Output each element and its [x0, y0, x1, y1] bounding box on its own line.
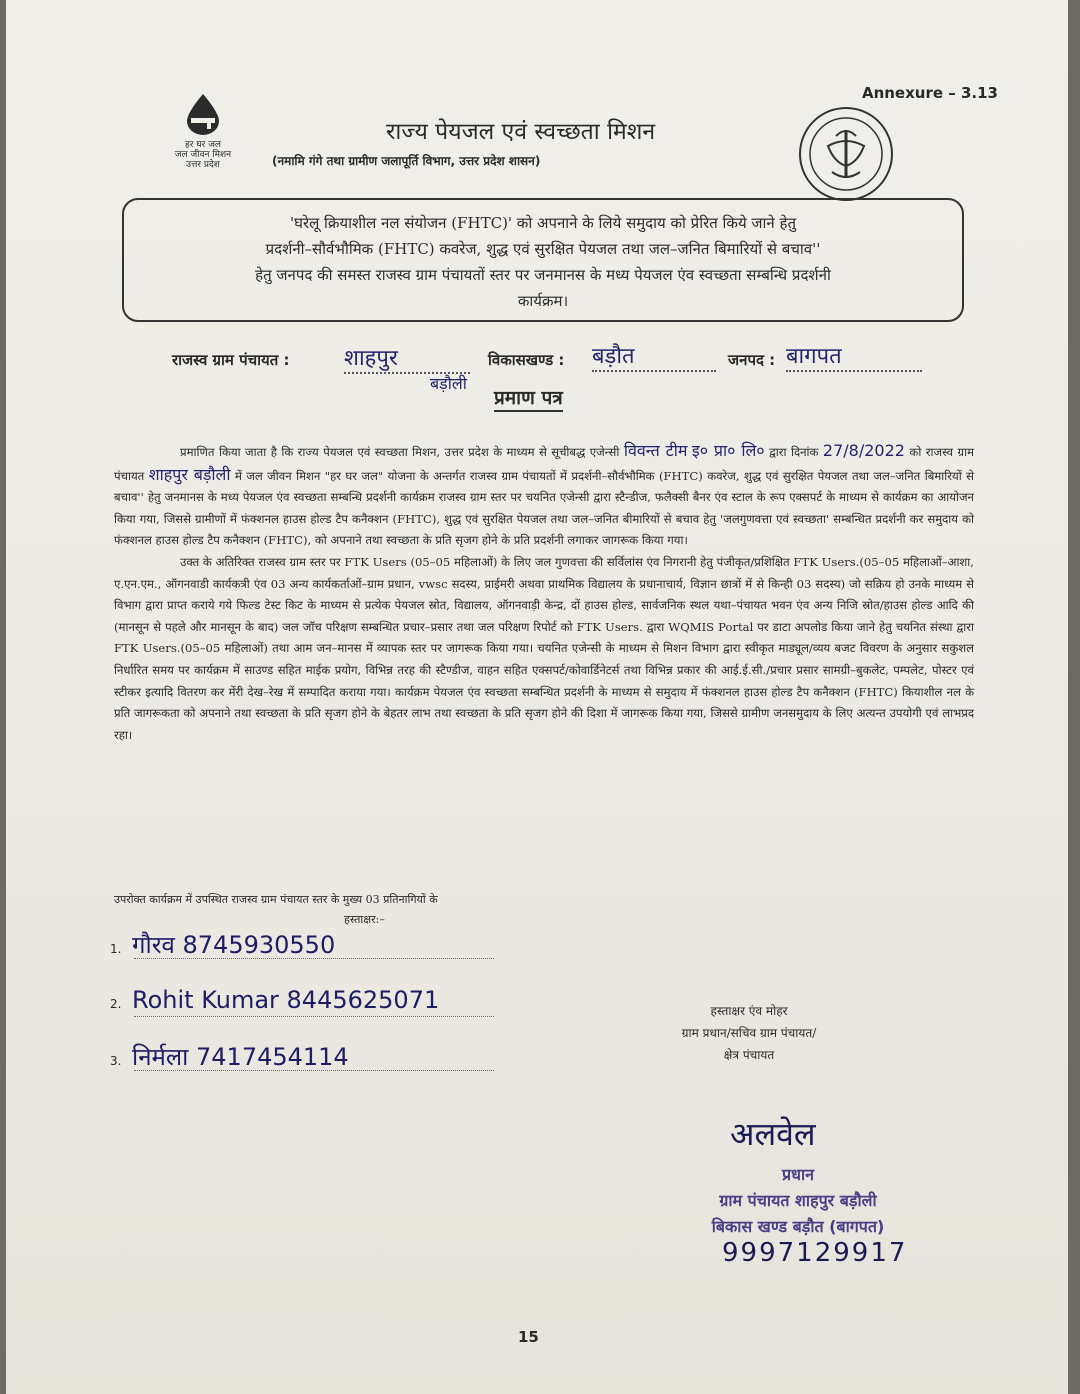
pradhan-line-3: बिकास खण्ड बड़ौत (बागपत) [711, 1217, 885, 1236]
page-number: 15 [518, 1328, 539, 1346]
body-paragraph-2: उक्त के अतिरिक्त राजस्व ग्राम स्तर पर FTK Users (05–05 महिलाओं) के लिए जल गुणवत्ता की सर्विलांस एंव निगरानी हेतु पंजीकृत/प्रशिक्षित FTK Users.(05–05 महिलाओं–आशा, ए.एन.एम., ऑगनवाडी कार्यकत्री एंव 03 अन्य कार्यकर्ताओं–ग्राम प्रधान, vwsc सदस्य, प्राईमरी अथवा प्राथमिक विद्यालय के प्रधानाचार्य, विज्ञान छात्रों में से किन्ही 03 सदस्य) जो सक्रिय हो उनके माध्यम से विभाग द्वारा प्राप्त कराये गये फिल्ड टेस्ट किट के माध्यम से प्रत्येक पेयजल स्रोत, विद्यालय, ऑगनवाड़ी केन्द्र, दों हाउस होल्ड, सार्वजनिक स्थल यथा–पंचायत भवन एंव अन्य निजि स्रोत/हाउस होल्ड आदि की (मानसून से पहले और मानसून के बाद) जल जॉच परिक्षण सम्बन्धित प्रचार–प्रसार तथा जल परिक्षण रिपोर्ट को FTK Users. द्वारा WQMIS Portal पर डाटा अपलोड किया जाने हेतु चयनित संस्था द्वारा FTK Users.(05–05 महिलाओं) तथा आम जन–मानस में व्यापक स्तर पर जागरूक किया गया। चयनित एजेन्सी के माध्यम से मिशन विभाग द्वारा स्वीकृत माड्यूल/व्यय बजट विवरण के अनुसार सकुशल निर्धारित समय पर कार्यक्रम में साउण्ड सहित माईक प्रयोग, विभिन्न तरह की स्टैण्डीज, वाहन सहित एक्सपर्ट/कोवार्डिनेटर्स तथा विभिन्न प्रकार की आई.ई.सी./प्रचार प्रसार सामग्री–बुकलेट, पम्पलेट, पोस्टर एवं स्टीकर इत्यादि वितरण कर मेंरी देख–रेख में सम्पादित कराया गया। कार्यक्रम पेयजल एंव स्वच्छता सम्बन्धित प्रदर्शनी के माध्यम से समुदाय में फंक्शनल हाउस होल्ड टैप कनैक्शन (FHTC) कियाशील नल के प्रति जागरूकता को अपनाने तथा स्वच्छता के प्रति सृजग होने के बेहतर लाभ तथा स्वच्छता के प्रति सृजग होने की दिशा में जागरूक किया गया, जिससे ग्रामीण जनसमुदाय के लिए अत्यन्त उपयोगी एवं लाभप्रद रहा। [114, 554, 974, 742]
mission-subtitle: (नमामि गंगे तथा ग्रामीण जलापूर्ति विभाग, उत्तर प्रदेश शासन) [272, 154, 541, 168]
rep-dotted-line [134, 1070, 494, 1071]
box-line-1: 'घरेलू क्रियाशील नल संयोजन (FHTC)' को अपनाने के लिये समुदाय को प्रेरित किये जाने हेतु [289, 214, 797, 232]
stamp-line-2: ग्राम प्रधान/सचिव ग्राम पंचायत/ [681, 1026, 817, 1040]
representatives-signature-label: हस्ताक्षर:– [344, 913, 385, 926]
representative-3 [110, 1040, 349, 1073]
representative-1 [110, 928, 335, 961]
representatives-note: उपरोक्त कार्यक्रम में उपस्थित राजस्व ग्राम पंचायत स्तर के मुख्य 03 प्रतिनागियों के [114, 893, 438, 906]
annexure-label: Annexure – 3.13 [861, 84, 998, 102]
pradhan-line-1: प्रधान [782, 1165, 814, 1184]
body-p1-c: को राजस्व ग्राम पंचायत [114, 445, 975, 483]
rep-number: 3. [110, 1054, 122, 1068]
body-p1-b: द्वारा दिनांक [769, 445, 819, 459]
district-value: बागपत [786, 340, 922, 372]
district-label: जनपद : [728, 351, 776, 369]
panchayat-label: राजस्व ग्राम पंचायत : [172, 351, 290, 369]
rep-value: निर्मला 7417454114 [132, 1043, 349, 1071]
panchayat-value-2: बड़ौली [430, 374, 467, 393]
water-drop-icon [181, 92, 225, 136]
panchayat-value: शाहपुर [344, 342, 470, 374]
stamp-line-1: हस्ताक्षर एंव मोहर [710, 1004, 788, 1018]
box-line-2: प्रदर्शनी–सौर्वभौमिक (FHTC) कवरेज, शुद्ध एवं सुरक्षित पेयजल तथा जल–जनित बिमारियों से बचाव'' [265, 240, 821, 258]
body-p1-a: प्रमाणित किया जाता है कि राज्य पेयजल एवं स्वच्छता मिशन, उत्तर प्रदेश के माध्यम से सूचीबद्ध एजेन्सी [180, 445, 620, 459]
representative-2 [110, 986, 439, 1014]
agency-handwritten: विवन्त टीम [623, 441, 688, 460]
block-label: विकासखण्ड : [488, 351, 565, 369]
rep-value: गौरव 8745930550 [132, 931, 336, 959]
pradhan-phone: 9997129917 [722, 1238, 908, 1268]
rep-number: 2. [110, 997, 122, 1011]
har-ghar-jal-logo [158, 92, 248, 170]
up-government-seal [798, 106, 894, 206]
box-line-3: हेतु जनपद की समस्त राजस्व ग्राम पंचायतों स्तर पर जनमानस के मध्य पेयजल एंव स्वच्छता सम्बन्धि प्रदर्शनी [255, 266, 831, 284]
pradhan-signature: अलवेल [730, 1115, 816, 1153]
rep-dotted-line [134, 1016, 494, 1017]
document-page [6, 0, 1068, 1394]
logo-text-1: हर घर जल [185, 140, 221, 150]
date-handwritten: 27/8/2022 [822, 441, 905, 460]
logo-text-2: जल जीवन मिशन [174, 150, 232, 160]
rep-dotted-line [134, 958, 494, 959]
logo-text-3: उत्तर प्रदेश [186, 160, 220, 170]
box-line-4: कार्यक्रम। [517, 292, 569, 310]
body-paragraph-1 [114, 440, 974, 552]
rep-value: Rohit Kumar 8445625071 [132, 986, 440, 1014]
seal-emblem-icon [798, 106, 894, 202]
village-handwritten: शाहपुर बड़ौली [148, 464, 231, 484]
rep-number: 1. [110, 942, 122, 956]
agency-handwritten-2: इ० प्रा० लि० [691, 441, 765, 460]
program-description-box [122, 198, 964, 322]
pradhan-stamp [678, 1162, 918, 1240]
certificate-title: प्रमाण पत्र [494, 384, 563, 412]
mission-title: राज्य पेयजल एवं स्वच्छता मिशन [386, 119, 656, 145]
stamp-line-3: क्षेत्र पंचायत [723, 1048, 775, 1062]
block-value: बड़ौत [592, 340, 716, 372]
certificate-body [114, 440, 974, 746]
body-p1-d: में जल जीवन मिशन "हर घर जल" योजना के अन्तर्गत राजस्व ग्राम पंचायतों में प्रदर्शनी–सौर्वभौमिक (FHTC) कवरेज, शुद्ध एवं सुरक्षित पेयजल तथा जल–जनित बिमारियों से बचाव'' हेतु जनमानस के मध्य पेयजल एंव स्वच्छता सम्बन्धि प्रदर्शनी कार्यक्रम राजस्व ग्राम स्तर पर चयनित एजेन्सी द्वारा स्टैन्डीज, फलैक्सी बैनर एंव स्टाल के रूप एक्सपर्ट के माध्यम से कार्यक्रम का आयोजन किया गया, जिससे ग्रामीणों में फंक्शनल हाउस होल्ड टैप कनैक्शन (FHTC), शुद्ध एवं सुरक्षित पेयजल तथा जल–जनित बीमारियों से बचाव हेतु 'जलगुणवत्ता एवं स्वच्छता' सम्बन्धित प्रदर्शनी कर समुदाय को फंक्शनल हाउस होल्ड टैप कनैक्शन (FHTC), को अपनाने तथा स्वच्छता के प्रति सृजग होने के प्रति प्रदर्शनी लगाकर जागरूक किया गया। [114, 468, 974, 548]
signature-stamp-label [634, 1000, 864, 1066]
pradhan-line-2: ग्राम पंचायत शाहपुर बड़ौली [719, 1191, 877, 1210]
